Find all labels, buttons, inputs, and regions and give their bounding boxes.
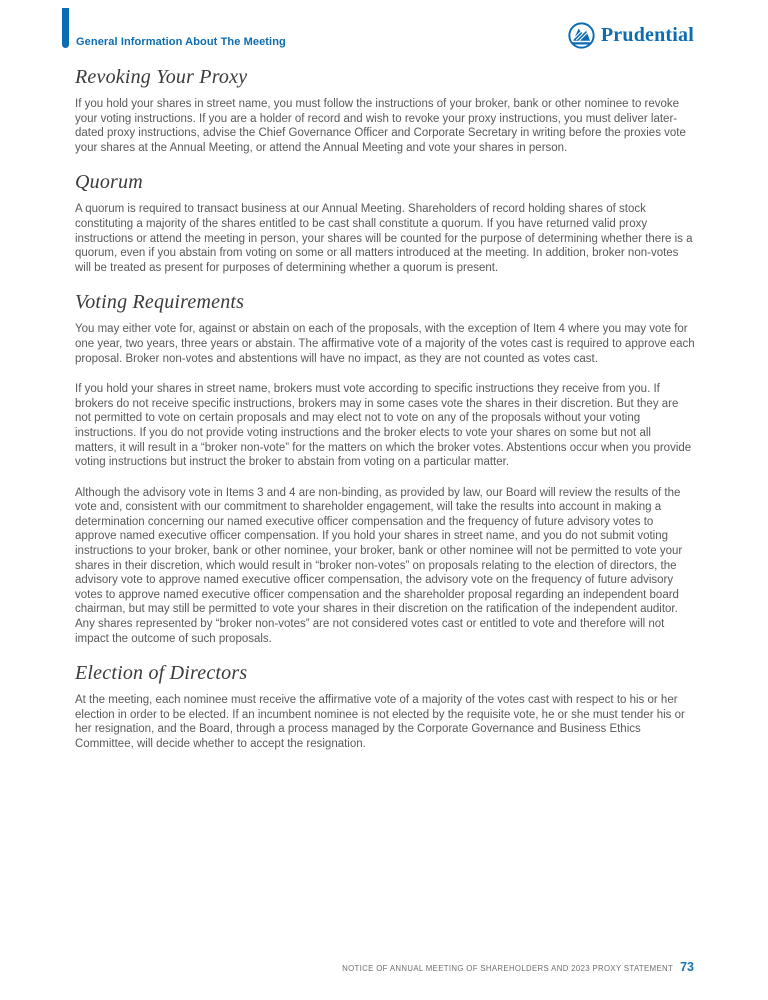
section-heading: Election of Directors: [75, 662, 248, 685]
section-marker-bar: [62, 8, 69, 48]
section-voting-requirements: [75, 291, 695, 646]
section-heading: Quorum: [75, 171, 143, 194]
body-paragraph: If you hold your shares in street name, brokers must vote according to specific instructions they receive from you. If brokers do not receive specific instructions, brokers may in some cases vote the shares in their discretion. But they are not permitted to vote on certain proposals and may elect not to vote on any of the proposals without your voting instructions. If you do not provide voting instructions and the broker elects to vote your shares on some but not all matters, it will result in a “broker non-vote” for the matters on which the broker votes. Abstentions occur when you provide voting instructions but instruct the broker to abstain from voting on a particular matter.: [75, 383, 692, 469]
page-number: 73: [680, 960, 694, 974]
body-paragraph: A quorum is required to transact business at our Annual Meeting. Shareholders of record holding shares of stock constituting a majority of the shares entitled to be cast shall constitute a quorum. If you have returned valid proxy instructions or attend the meeting in person, your shares will be counted for the purpose of determining whether there is a quorum, even if you abstain from voting on some or all matters introduced at the meeting. In addition, broker non-votes will be treated as present for purposes of determining whether a quorum is present.: [75, 203, 693, 274]
footer-notice-text: NOTICE OF ANNUAL MEETING OF SHAREHOLDERS AND 2023 PROXY STATEMENT: [342, 964, 674, 973]
page-footer: [342, 960, 694, 974]
section-revoking-your-proxy: [75, 66, 695, 155]
body-paragraph: If you hold your shares in street name, you must follow the instructions of your broker, bank or other nominee to revoke your voting instructions. If you are a holder of record and wish to revoke your proxy instructions, you must deliver later-dated proxy instructions, advise the Chief Governance Officer and Corporate Secretary in writing before the proxies vote your shares at the Annual Meeting, or attend the Annual Meeting and vote your shares in person.: [75, 98, 686, 154]
body-paragraph: Although the advisory vote in Items 3 and 4 are non-binding, as provided by law, our Board will review the results of the vote and, consistent with our commitment to shareholder engagement, will take the results into account in making a determination concerning our named executive officer compensation and the frequency of future advisory votes to approve named executive officer compensation. If you hold your shares in street name, and you do not submit voting instructions to your broker, bank or other nominee, your broker, bank or other nominee will not be permitted to vote your shares in their discretion, which would result in “broker non-votes” on proposals relating to the election of directors, the advisory vote to approve named executive officer compensation, the advisory vote on the frequency of future advisory votes to approve named executive officer compensation and the shareholder proposal regarding an independent board chairman, but may still be permitted to vote your shares in their discretion on the ratification of the independent auditor. Any shares represented by “broker non-votes” are not considered votes cast or entitled to vote and therefore will not impact the outcome of such proposals.: [75, 486, 683, 645]
section-election-of-directors: [75, 662, 695, 751]
section-heading: Voting Requirements: [75, 291, 245, 314]
logo-wordmark: Prudential: [600, 24, 694, 46]
document-body: [75, 66, 695, 768]
section-heading: Revoking Your Proxy: [75, 66, 248, 88]
body-paragraph: You may either vote for, against or abstain on each of the proposals, with the exception of Item 4 where you may vote for one year, two years, three years or abstain. The affirmative vote of a majority of the votes cast is required to approve each proposal. Broker non-votes and abstentions will have no impact, as they are not counted as votes cast.: [75, 323, 695, 365]
section-quorum: [75, 171, 695, 275]
body-paragraph: At the meeting, each nominee must receive the affirmative vote of a majority of the votes cast with respect to his or her election in order to be elected. If an incumbent nominee is not elected by the requisite vote, he or she must tender his or her resignation, and the Board, through a process managed by the Corporate Governance and Business Ethics Committee, will decide whether to accept the resignation.: [75, 694, 685, 750]
section-label: General Information About The Meeting: [76, 36, 286, 48]
prudential-logo: [568, 22, 694, 49]
rock-of-gibraltar-icon: [568, 22, 595, 49]
